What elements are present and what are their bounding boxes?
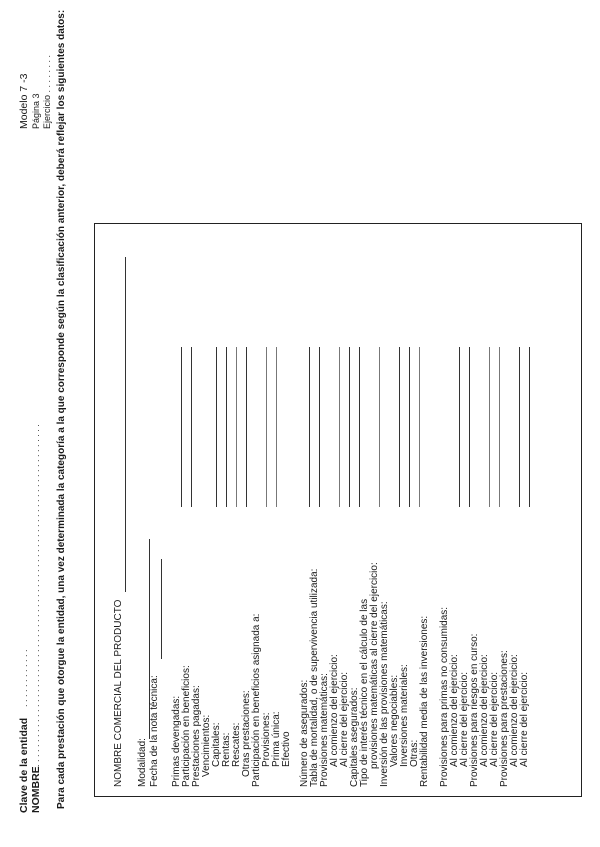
tabla-mortalidad-line: [319, 347, 320, 507]
numero-asegurados-label: Número de asegurados:: [299, 679, 310, 787]
capitales-asegurados-line: [359, 347, 360, 507]
participacion-beneficios-line: [191, 347, 192, 507]
valores-negociables-label: Valores negociables:: [389, 674, 400, 767]
nombre-dots: . . . . . . . . . . . . . . . . . . . . . . . . . . . . . . . . . . . . . . . . . . . . . . . . . . . . . . . . . . . . . . . . . . . . .: [31, 424, 41, 767]
clave-entidad-label: Clave de la entidad: [18, 717, 30, 813]
tipo-interes-label-2: provisiones matemáticas al cierre del ejercicio:: [369, 562, 380, 769]
prima-unica-line: [276, 347, 277, 507]
comienzo-ejercicio-line-2: [459, 347, 460, 507]
prima-unica-label: Prima única:: [271, 711, 282, 767]
otras-prestaciones-label: Otras prestaciones:: [241, 690, 252, 777]
cierre-ejercicio-line-2: [469, 347, 470, 507]
comienzo-ejercicio-label-3: Al comienzo del ejercicio:: [479, 654, 490, 767]
provisiones-line: [266, 347, 267, 507]
inversiones-materiales-line: [409, 347, 410, 507]
cierre-ejercicio-line-3: [499, 347, 500, 507]
comienzo-ejercicio-label-2: Al comienzo del ejercicio:: [449, 654, 460, 767]
tipo-interes-label-1: Tipo de interés técnico en el cálculo de las: [359, 598, 370, 787]
comienzo-ejercicio-line-1: [339, 347, 340, 507]
tabla-mortalidad-label: Tabla de mortalidad, o de supervivencia utilizada:: [309, 568, 320, 787]
nombre-comercial-line: [125, 257, 126, 592]
cierre-ejercicio-label-1: Al cierre del ejercicio:: [339, 671, 350, 767]
participacion-beneficios-label: Participación en beneficios:: [181, 665, 192, 787]
ejercicio-label: Ejercicio . . . . . . . .: [42, 54, 52, 129]
rentas-label: Rentas:: [221, 732, 232, 767]
clave-entidad-dots: . . . . . . . . . . . .: [19, 649, 29, 707]
rescates-label: Rescates:: [231, 722, 242, 767]
comienzo-ejercicio-line-3: [489, 347, 490, 507]
primas-devengadas-line: [181, 347, 182, 507]
inversion-label: Inversión de las provisiones matemáticas:: [379, 601, 390, 787]
instruction-text: Para cada prestación que otorgue la entidad, una vez determinada la categoría a la que corresponde según la clasificación anterior, deberá reflejar los siguientes datos:: [56, 9, 67, 809]
fecha-nota-label: Fecha de la nota técnica:: [149, 675, 160, 787]
comienzo-ejercicio-line-4: [519, 347, 520, 507]
modelo-label: Modelo 7 -3: [18, 73, 30, 129]
otras-label: Otras:: [409, 739, 420, 767]
participacion-asignada-label: Participación en beneficios asignada a:: [251, 613, 262, 787]
primas-devengadas-label: Primas devengadas:: [171, 695, 182, 787]
cierre-ejercicio-line-4: [529, 347, 530, 507]
numero-asegurados-line: [309, 347, 310, 507]
otras-prestaciones-line: [246, 347, 247, 507]
prestaciones-pagadas-label: Prestaciones pagadas:: [191, 685, 202, 787]
provisiones-label: Provisiones:: [261, 712, 272, 767]
cierre-ejercicio-line-1: [349, 347, 350, 507]
tipo-interes-line: [379, 347, 380, 507]
rentabilidad-label: Rentabilidad media de las inversiones:: [419, 615, 430, 787]
comienzo-ejercicio-label-4: Al comienzo del ejercicio:: [509, 654, 520, 767]
cierre-ejercicio-label-3: Al cierre del ejercicio:: [489, 671, 500, 767]
vencimientos-label: Vencimientos:: [201, 714, 212, 777]
provisiones-matematicas-label: Provisiones matemáticas:: [319, 673, 330, 787]
comienzo-ejercicio-label-1: Al comienzo del ejercicio:: [329, 654, 340, 767]
inversiones-materiales-label: Inversiones materiales:: [399, 664, 410, 767]
fecha-nota-line: [161, 559, 162, 659]
nombre-comercial-label: NOMBRE COMERCIAL DEL PRODUCTO: [113, 599, 124, 787]
valores-negociables-line: [399, 347, 400, 507]
capitales-label: Capitales:: [211, 722, 222, 767]
rescates-line: [236, 347, 237, 507]
prov-riesgos-en-curso-label: Provisiones para riesgos en curso:: [469, 633, 480, 787]
efectivo-label: Efectivo: [281, 731, 292, 767]
nombre-label: NOMBRE: [30, 766, 42, 813]
prov-primas-no-consumidas-label: Provisiones para primas no consumidas:: [439, 606, 450, 787]
capitales-line: [216, 347, 217, 507]
cierre-ejercicio-label-4: Al cierre del ejercicio:: [519, 671, 530, 767]
cierre-ejercicio-label-2: Al cierre del ejercicio:: [459, 671, 470, 767]
rentas-line: [226, 347, 227, 507]
modalidad-label: Modalidad:: [137, 738, 148, 787]
otras-line: [419, 347, 420, 507]
pagina-label: Página 3: [31, 93, 41, 129]
prov-prestaciones-label: Provisiones para prestaciones:: [499, 650, 510, 787]
capitales-asegurados-label: Capitales asegurados:: [349, 687, 360, 787]
